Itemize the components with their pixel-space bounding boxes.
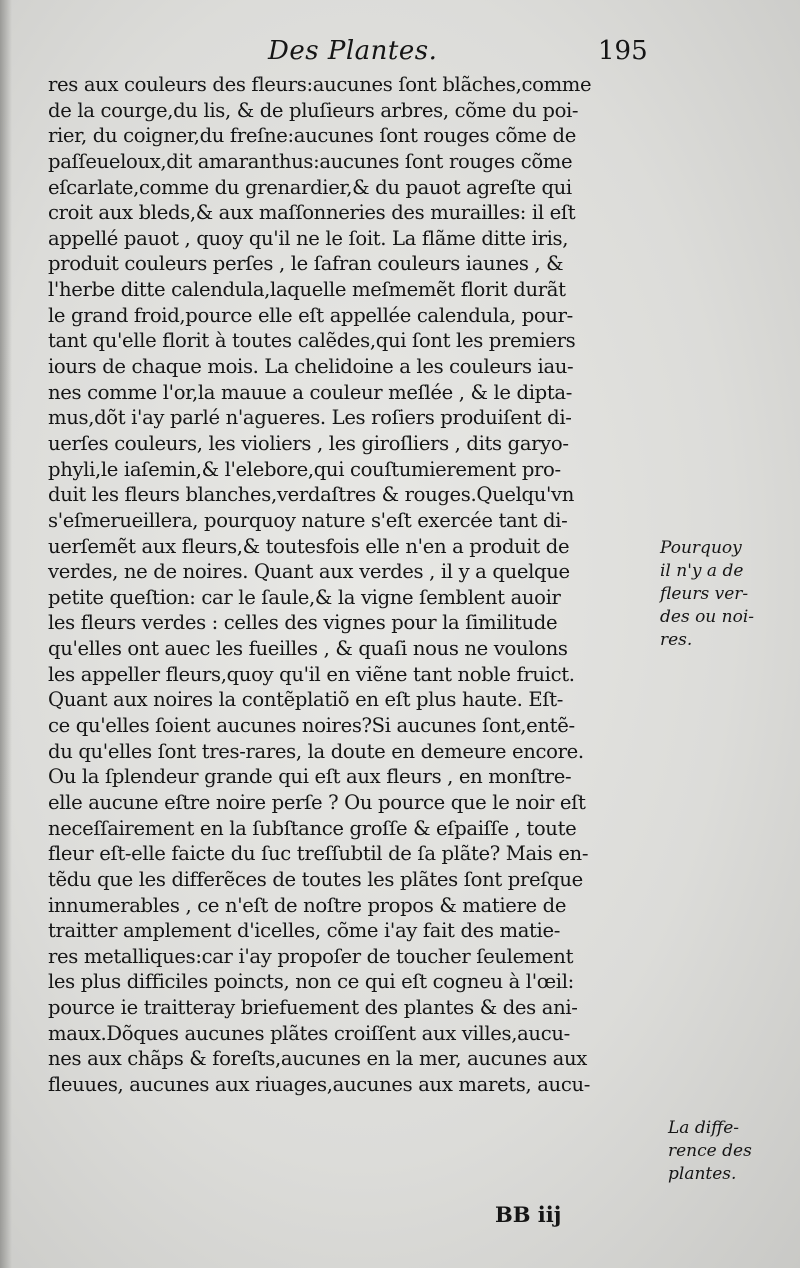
margin-note-line: des ou noi- [660, 607, 755, 627]
text-line: verdes, ne de noires. Quant aux verdes , il y a quelque [48, 560, 570, 584]
text-line: fleur eſt-elle faicte du ſuc treſſubtil de ſa plãte? Mais en- [48, 842, 589, 866]
text-line: maux.Dõques aucunes plãtes croiſſent aux villes,aucu- [48, 1021, 570, 1045]
text-line: iours de chaque mois. La chelidoine a les couleurs iau- [48, 355, 574, 379]
text-line: Quant aux noires la contẽplatiõ en eſt plus haute. Eſt- [48, 688, 564, 712]
text-line: fleuues, aucunes aux riuages,aucunes aux marets, aucu- [48, 1072, 590, 1096]
text-line: elle aucune eſtre noire perſe ? Ou pource que le noir eſt [48, 790, 586, 814]
text-line: uerſes couleurs, les violiers , les giroſliers , dits garyo- [48, 431, 569, 455]
margin-note-pourquoy [660, 537, 754, 652]
text-line: paſſeueloux,dit amaranthus:aucunes ſont rouges cõme [48, 149, 573, 173]
text-line: tẽdu que les differẽces de toutes les plãtes ſont preſque [48, 867, 583, 891]
text-line: de la courge,du lis, & de pluſieurs arbres, cõme du poi- [48, 98, 579, 122]
text-line: res aux couleurs des fleurs:aucunes ſont blãches,comme [48, 73, 592, 96]
text-line: petite queſtion: car le ſaule,& la vigne ſemblent auoir [48, 585, 561, 609]
text-line: duit les fleurs blanches,verdaſtres & rouges.Quelqu'vn [48, 483, 575, 507]
text-line: pource ie traitteray briefuement des plantes & des ani- [48, 996, 578, 1020]
text-line: les plus difficiles poincts, non ce qui eſt cogneu à l'œil: [48, 970, 574, 994]
text-line: les appeller fleurs,quoy qu'il en viẽne tant noble fruict. [48, 662, 575, 686]
running-head: Des Plantes. [268, 36, 438, 66]
margin-note-line: Pourquoy [660, 538, 742, 558]
text-line: croit aux bleds,& aux maſſonneries des murailles: il eſt [48, 201, 576, 225]
text-line: le grand froid,pource elle eſt appellée calendula, pour- [48, 303, 573, 327]
text-line: du qu'elles ſont tres-rares, la doute en demeure encore. [48, 739, 584, 763]
text-line: l'herbe ditte calendula,laquelle meſmemẽt florit durãt [48, 278, 566, 302]
text-line: res metalliques:car i'ay propoſer de toucher ſeulement [48, 944, 574, 968]
text-line: tant qu'elle florit à toutes calẽdes,qui ſont les premiers [48, 329, 576, 353]
text-line: appellé pauot , quoy qu'il ne le ſoit. La flãme ditte iris, [48, 226, 569, 250]
text-line: qu'elles ont auec les fueilles , & quaſi nous ne voulons [48, 637, 568, 661]
signature-mark: BB iij [495, 1202, 562, 1227]
text-line: produit couleurs perſes , le ſafran couleurs iaunes , & [48, 252, 564, 276]
margin-note-line: fleurs ver- [660, 584, 749, 604]
margin-note-line: res. [660, 630, 693, 650]
text-line: eſcarlate,comme du grenardier,& du pauot agreſte qui [48, 175, 572, 199]
margin-note-line: plantes. [668, 1164, 737, 1184]
text-line: neceſſairement en la ſubſtance groſſe & eſpaiſſe , toute [48, 816, 577, 840]
page-header [0, 36, 800, 76]
margin-note-line: rence des [668, 1141, 752, 1161]
text-line: ce qu'elles ſoient aucunes noires?Si aucunes ſont,entẽ- [48, 714, 575, 738]
page-left-shadow [0, 0, 12, 1268]
margin-note-line: La diffe- [668, 1118, 739, 1138]
margin-note-difference [668, 1117, 752, 1186]
text-line: innumerables , ce n'eſt de noſtre propos & matiere de [48, 893, 567, 917]
text-line: nes aux chãps & foreſts,aucunes en la mer, aucunes aux [48, 1047, 587, 1071]
text-line: uerſemẽt aux fleurs,& toutesfois elle n'en a produit de [48, 534, 570, 558]
page-number: 195 [598, 36, 648, 66]
text-line: s'eſmerueillera, pourquoy nature s'eſt exercée tant di- [48, 508, 568, 532]
text-line: mus,dõt i'ay parlé n'agueres. Les roſiers produiſent di- [48, 406, 572, 430]
text-line: rier, du coigner,du freſne:aucunes ſont rouges cõme de [48, 124, 576, 148]
body-text [48, 72, 663, 1098]
text-line: phyli,le iaſemin,& l'elebore,qui couſtumierement pro- [48, 457, 561, 481]
text-line: nes comme l'or,la mauue a couleur meſlée , & le dipta- [48, 380, 572, 404]
text-line: Ou la ſplendeur grande qui eſt aux fleurs , en monſtre- [48, 765, 572, 789]
text-line: traitter amplement d'icelles, cõme i'ay fait des matie- [48, 919, 560, 943]
margin-note-line: il n'y a de [660, 561, 744, 581]
text-line: les fleurs verdes : celles des vignes pour la ſimilitude [48, 611, 558, 635]
